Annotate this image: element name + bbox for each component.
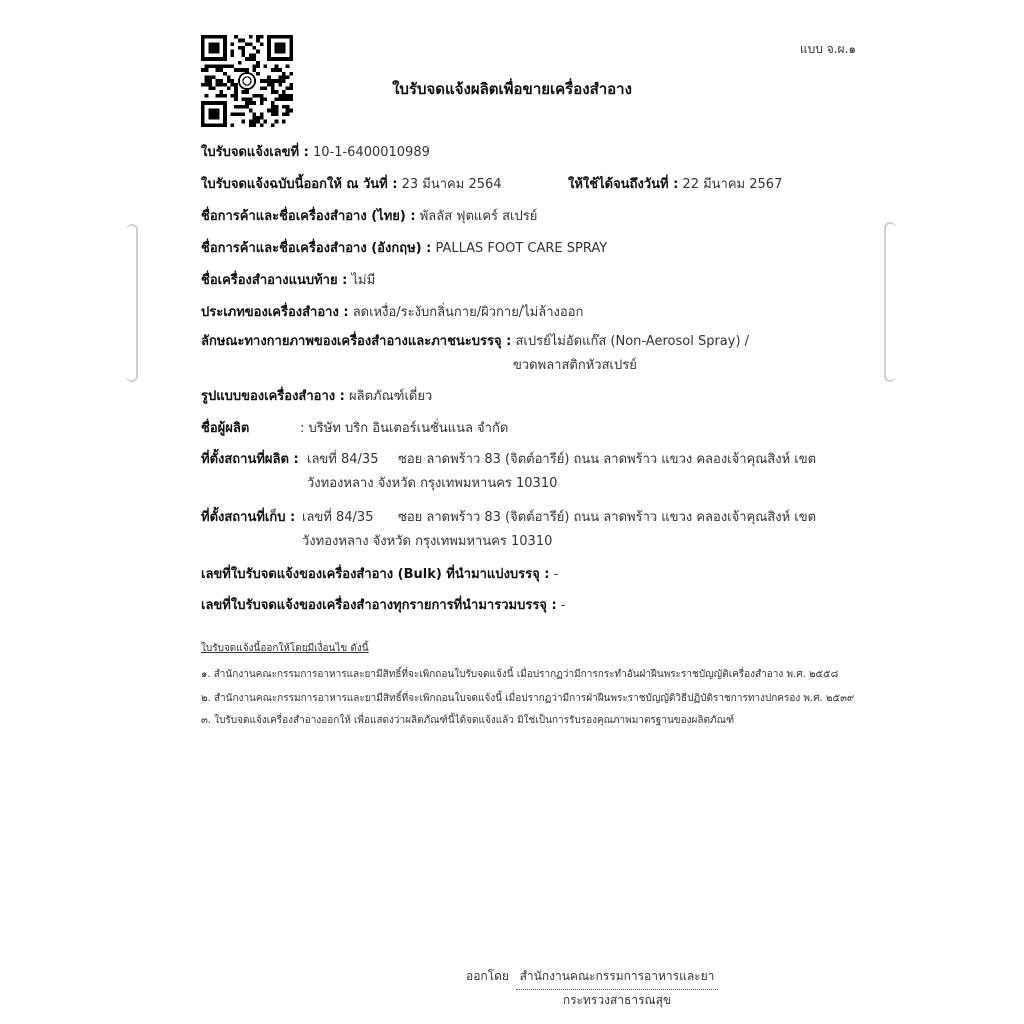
issuer-organization: สำนักงานคณะกรรมการอาหารและยา: [516, 967, 718, 990]
valid-until-label: ให้ใช้ได้จนถึงวันที่ :: [568, 177, 679, 192]
valid-until-value: 22 มีนาคม 2567: [682, 177, 783, 192]
combined-row: [201, 596, 565, 616]
issued-by-label: ออกโดย: [466, 969, 509, 983]
condition-item-1: ๑. สำนักงานคณะกรรมการอาหารและยามีสิทธิ์ที่จะเพิกถอนใบรับจดแจ้งนี้ เมื่อปรากฏว่ามีการกระทำอันฝ่าฝืนพระราชบัญญัติเครื่องสำอาง พ.ศ. ๒๕๕๘: [201, 669, 839, 680]
condition-item-2: ๒. สำนักงานคณะกรรมการอาหารและยามีสิทธิ์ที่จะเพิกถอนใบจดแจ้งนี้ เมื่อปรากฏว่ามีการฝ่าฝืนพระราชบัญญัติวิธีปฏิบัติราชการทางปกครอง พ.ศ. ๒๕๓๙: [201, 693, 855, 704]
appended-name-row: [201, 271, 375, 291]
document-title: ใบรับจดแจ้งผลิตเพื่อขายเครื่องสำอาง: [392, 80, 632, 98]
combined-label: เลขที่ใบรับจดแจ้งของเครื่องสำอางทุกรายการที่นำมารวมบรรจุ :: [201, 598, 557, 613]
name-en-row: [201, 239, 607, 259]
name-th-row: [201, 207, 537, 227]
name-en-label: ชื่อการค้าและชื่อเครื่องสำอาง (อังกฤษ) :: [201, 241, 432, 256]
form-row: [201, 387, 432, 407]
physical-value-line2: ขวดพลาสติกหัวสเปรย์: [513, 358, 637, 373]
category-value: ลดเหงื่อ/ระงับกลิ่นกาย/ผิวกาย/ไม่ล้างออก: [352, 305, 584, 320]
reg-no-label: ใบรับจดแจ้งเลขที่ :: [201, 145, 309, 160]
issue-date-value: 23 มีนาคม 2564: [401, 177, 502, 192]
appended-name-value: ไม่มี: [351, 273, 376, 288]
form-value: ผลิตภัณฑ์เดี่ยว: [349, 389, 433, 404]
form-label: รูปแบบของเครื่องสำอาง :: [201, 389, 345, 404]
factory-label-row: [201, 450, 299, 470]
name-th-value: พัลลัส ฟุตแคร์ สเปรย์: [419, 209, 538, 224]
category-label: ประเภทของเครื่องสำอาง :: [201, 305, 349, 320]
condition-item-3: ๓. ใบรับจดแจ้งเครื่องสำอางออกให้ เพื่อแสดงว่าผลิตภัณฑ์นี้ได้จดแจ้งแล้ว มิใช่เป็นการรับรองคุณภาพมาตรฐานของผลิตภัณฑ์: [201, 715, 735, 726]
issue-date-row: [201, 175, 502, 195]
bulk-row: [201, 565, 558, 585]
valid-until-row: [568, 175, 782, 195]
manufacturer-row: [201, 419, 249, 439]
storage-label: ที่ตั้งสถานที่เก็บ :: [201, 510, 296, 525]
category-row: [201, 303, 583, 323]
issuer-ministry: กระทรวงสาธารณสุข: [562, 993, 672, 1007]
storage-number: เลขที่ 84/35: [302, 510, 374, 525]
right-margin-bracket: [884, 222, 896, 382]
left-margin-bracket: [126, 224, 138, 382]
reg-no-row: [201, 143, 430, 163]
bulk-label: เลขที่ใบรับจดแจ้งของเครื่องสำอาง (Bulk) ที่นำมาแบ่งบรรจุ :: [201, 567, 550, 582]
reg-no-value: 10-1-6400010989: [312, 145, 430, 160]
storage-label-row: [201, 508, 295, 528]
issue-date-label: ใบรับจดแจ้งฉบับนี้ออกให้ ณ วันที่ :: [201, 177, 398, 192]
storage-address-line1: ซอย ลาดพร้าว 83 (จิตต์อารีย์) ถนน ลาดพร้าว แขวง คลองเจ้าคุณสิงห์ เขต: [398, 510, 817, 525]
factory-address-line2: วังทองหลาง จังหวัด กรุงเทพมหานคร 10310: [307, 476, 558, 491]
factory-label: ที่ตั้งสถานที่ผลิต :: [201, 452, 299, 467]
storage-address-line2: วังทองหลาง จังหวัด กรุงเทพมหานคร 10310: [302, 534, 553, 549]
bulk-value: -: [553, 567, 559, 582]
physical-label: ลักษณะทางกายภาพของเครื่องสำอางและภาชนะบรรจุ :: [201, 334, 512, 349]
name-th-label: ชื่อการค้าและชื่อเครื่องสำอาง (ไทย) :: [201, 209, 416, 224]
manufacturer-value: บริษัท บริก อินเตอร์เนชั่นแนล จำกัด: [308, 421, 509, 436]
manufacturer-label: ชื่อผู้ผลิต: [201, 421, 250, 436]
factory-address-line1: ซอย ลาดพร้าว 83 (จิตต์อารีย์) ถนน ลาดพร้าว แขวง คลองเจ้าคุณสิงห์ เขต: [398, 452, 817, 467]
physical-row: [201, 332, 749, 352]
physical-value: สเปรย์ไม่อัดแก๊ส (Non-Aerosol Spray) /: [515, 334, 750, 349]
manufacturer-colon: :: [300, 421, 305, 436]
form-code: แบบ จ.ผ.๑: [799, 42, 856, 56]
combined-value: -: [560, 598, 566, 613]
manufacturer-value-row: [300, 419, 508, 439]
factory-number: เลขที่ 84/35: [307, 452, 379, 467]
name-en-value: PALLAS FOOT CARE SPRAY: [435, 241, 608, 256]
conditions-heading: ใบรับจดแจ้งนี้ออกให้โดยมีเงื่อนไข ดังนี้: [201, 643, 369, 654]
appended-name-label: ชื่อเครื่องสำอางแนบท้าย :: [201, 273, 348, 288]
